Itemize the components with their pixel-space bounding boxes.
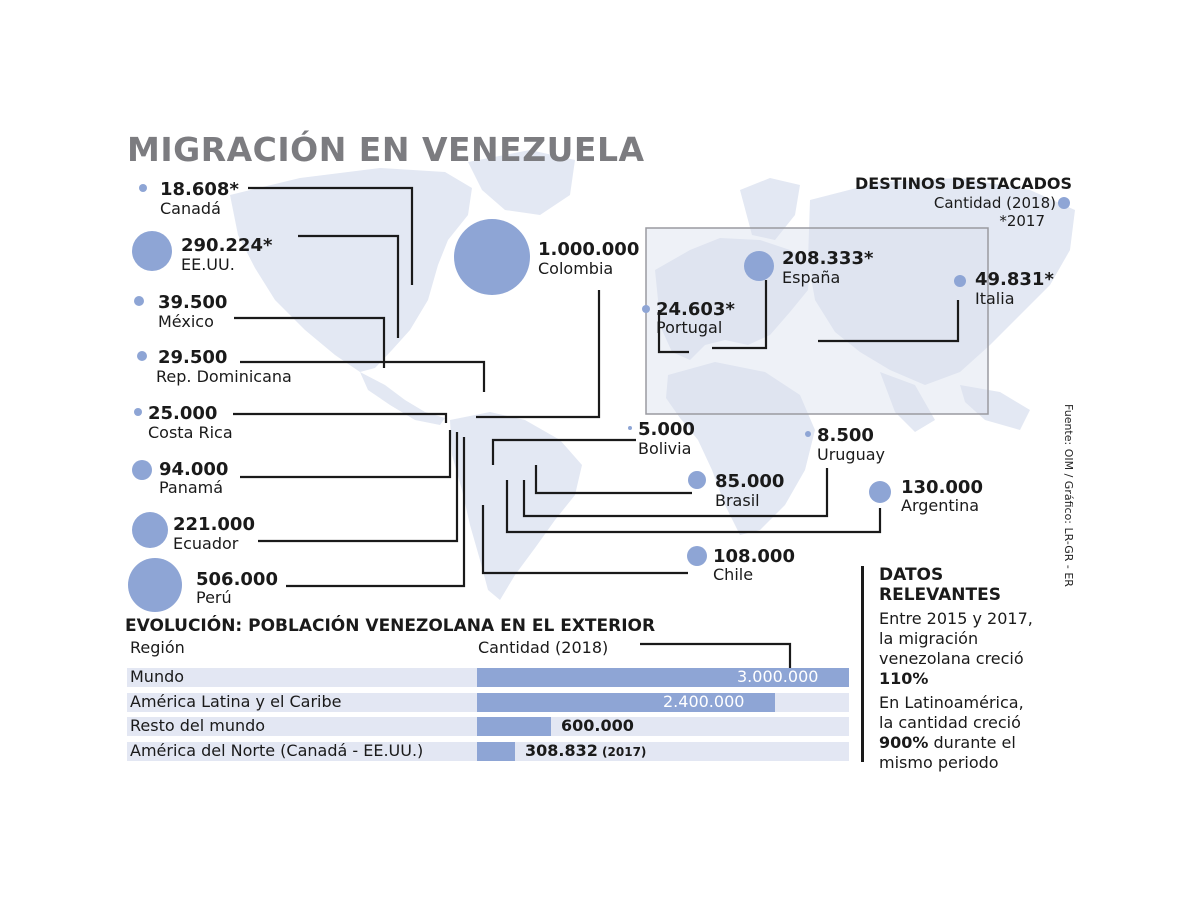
label-mexico: México [158, 312, 214, 331]
bubble-espana [744, 251, 774, 281]
chart-value-number: 308.832 [525, 741, 598, 760]
value-bolivia: 5.000 [638, 419, 695, 440]
side-p2-line2: la cantidad creció [879, 713, 1021, 732]
chart-bar [477, 717, 551, 736]
value-brasil: 85.000 [715, 471, 785, 492]
label-eeuu: EE.UU. [181, 255, 235, 274]
label-costa-rica: Costa Rica [148, 423, 233, 442]
value-uruguay: 8.500 [817, 425, 874, 446]
label-colombia: Colombia [538, 259, 614, 278]
chart-category-label: América del Norte (Canadá - EE.UU.) [130, 741, 424, 760]
chart-value-label [663, 692, 744, 711]
label-portugal: Portugal [656, 318, 723, 337]
chart-title: EVOLUCIÓN: POBLACIÓN VENEZOLANA EN EL EXTERIOR [125, 616, 656, 636]
label-ecuador: Ecuador [173, 534, 239, 553]
side-title-line2: RELEVANTES [879, 585, 1001, 605]
value-costa-rica: 25.000 [148, 403, 218, 424]
column-header-region: Región [130, 638, 185, 657]
side-title [879, 565, 1001, 605]
side-p2-line4: mismo periodo [879, 753, 999, 772]
side-title-line1: DATOS [879, 565, 944, 585]
bubble-eeuu [132, 231, 172, 271]
side-p1-highlight: 110% [879, 669, 929, 688]
source-credit: Fuente: OIM / Gráfico: LR-GR - ER [1062, 404, 1075, 587]
bubble-argentina [869, 481, 891, 503]
label-italia: Italia [975, 289, 1015, 308]
label-uruguay: Uruguay [817, 445, 885, 464]
bubble-colombia [454, 219, 530, 295]
side-divider [861, 566, 864, 762]
side-p1-line3: venezolana creció [879, 649, 1024, 668]
bubble-uruguay [805, 431, 811, 437]
column-header-cantidad: Cantidad (2018) [478, 638, 609, 657]
bubble-rep-dominicana [137, 351, 147, 361]
label-argentina: Argentina [901, 496, 980, 515]
label-rep-dominicana: Rep. Dominicana [156, 367, 292, 386]
side-p2-line1: En Latinoamérica, [879, 693, 1024, 712]
chart-value-number: 600.000 [561, 716, 634, 735]
bubble-bolivia [628, 426, 632, 430]
value-colombia: 1.000.000 [538, 239, 640, 260]
legend-bubble [1058, 197, 1070, 209]
bubble-costa-rica [134, 408, 142, 416]
value-portugal: 24.603* [656, 299, 735, 320]
chart-bar [477, 742, 515, 761]
chart-value-number: 3.000.000 [737, 667, 819, 686]
bubble-italia [954, 275, 966, 287]
label-brasil: Brasil [715, 491, 760, 510]
value-rep-dominicana: 29.500 [158, 347, 228, 368]
chart-value-number: 2.400.000 [663, 692, 745, 711]
value-espana: 208.333* [782, 248, 874, 269]
bubble-chile [687, 546, 707, 566]
bubble-brasil [688, 471, 706, 489]
bubble-canada [139, 184, 147, 192]
chart-value-label [525, 741, 646, 760]
side-p1-line2: la migración [879, 629, 979, 648]
label-bolivia: Bolivia [638, 439, 692, 458]
value-ecuador: 221.000 [173, 514, 255, 535]
label-espana: España [782, 268, 841, 287]
chart-category-label: Resto del mundo [130, 716, 266, 735]
legend-title: DESTINOS DESTACADOS [854, 174, 1072, 193]
chart-value-note: (2017) [597, 745, 647, 759]
side-p2-rest: durante el [928, 733, 1016, 752]
side-p2-highlight: 900% [879, 733, 929, 752]
value-argentina: 130.000 [901, 477, 983, 498]
value-eeuu: 290.224* [181, 235, 273, 256]
side-p2-line3 [879, 733, 1024, 753]
value-italia: 49.831* [975, 269, 1054, 290]
label-canada: Canadá [160, 199, 221, 218]
value-panama: 94.000 [159, 459, 229, 480]
chart-category-label: Mundo [130, 667, 185, 686]
side-paragraph-2 [879, 693, 1024, 773]
value-peru: 506.000 [196, 569, 278, 590]
value-chile: 108.000 [713, 546, 795, 567]
page-title: MIGRACIÓN EN VENEZUELA [127, 130, 645, 169]
side-p1-line1: Entre 2015 y 2017, [879, 609, 1033, 628]
chart-value-label [737, 667, 818, 686]
side-paragraph-1 [879, 609, 1033, 689]
bubble-mexico [134, 296, 144, 306]
bubble-peru [128, 558, 182, 612]
bubble-panama [132, 460, 152, 480]
value-canada: 18.608* [160, 179, 239, 200]
bubble-portugal [642, 305, 650, 313]
bubble-ecuador [132, 512, 168, 548]
chart-category-label: América Latina y el Caribe [130, 692, 342, 711]
legend-subtitle: Cantidad (2018) [933, 194, 1056, 212]
legend-note: *2017 [999, 212, 1045, 230]
chart-value-label [561, 716, 634, 735]
label-peru: Perú [196, 588, 232, 607]
value-mexico: 39.500 [158, 292, 228, 313]
label-panama: Panamá [159, 478, 224, 497]
label-chile: Chile [713, 565, 754, 584]
